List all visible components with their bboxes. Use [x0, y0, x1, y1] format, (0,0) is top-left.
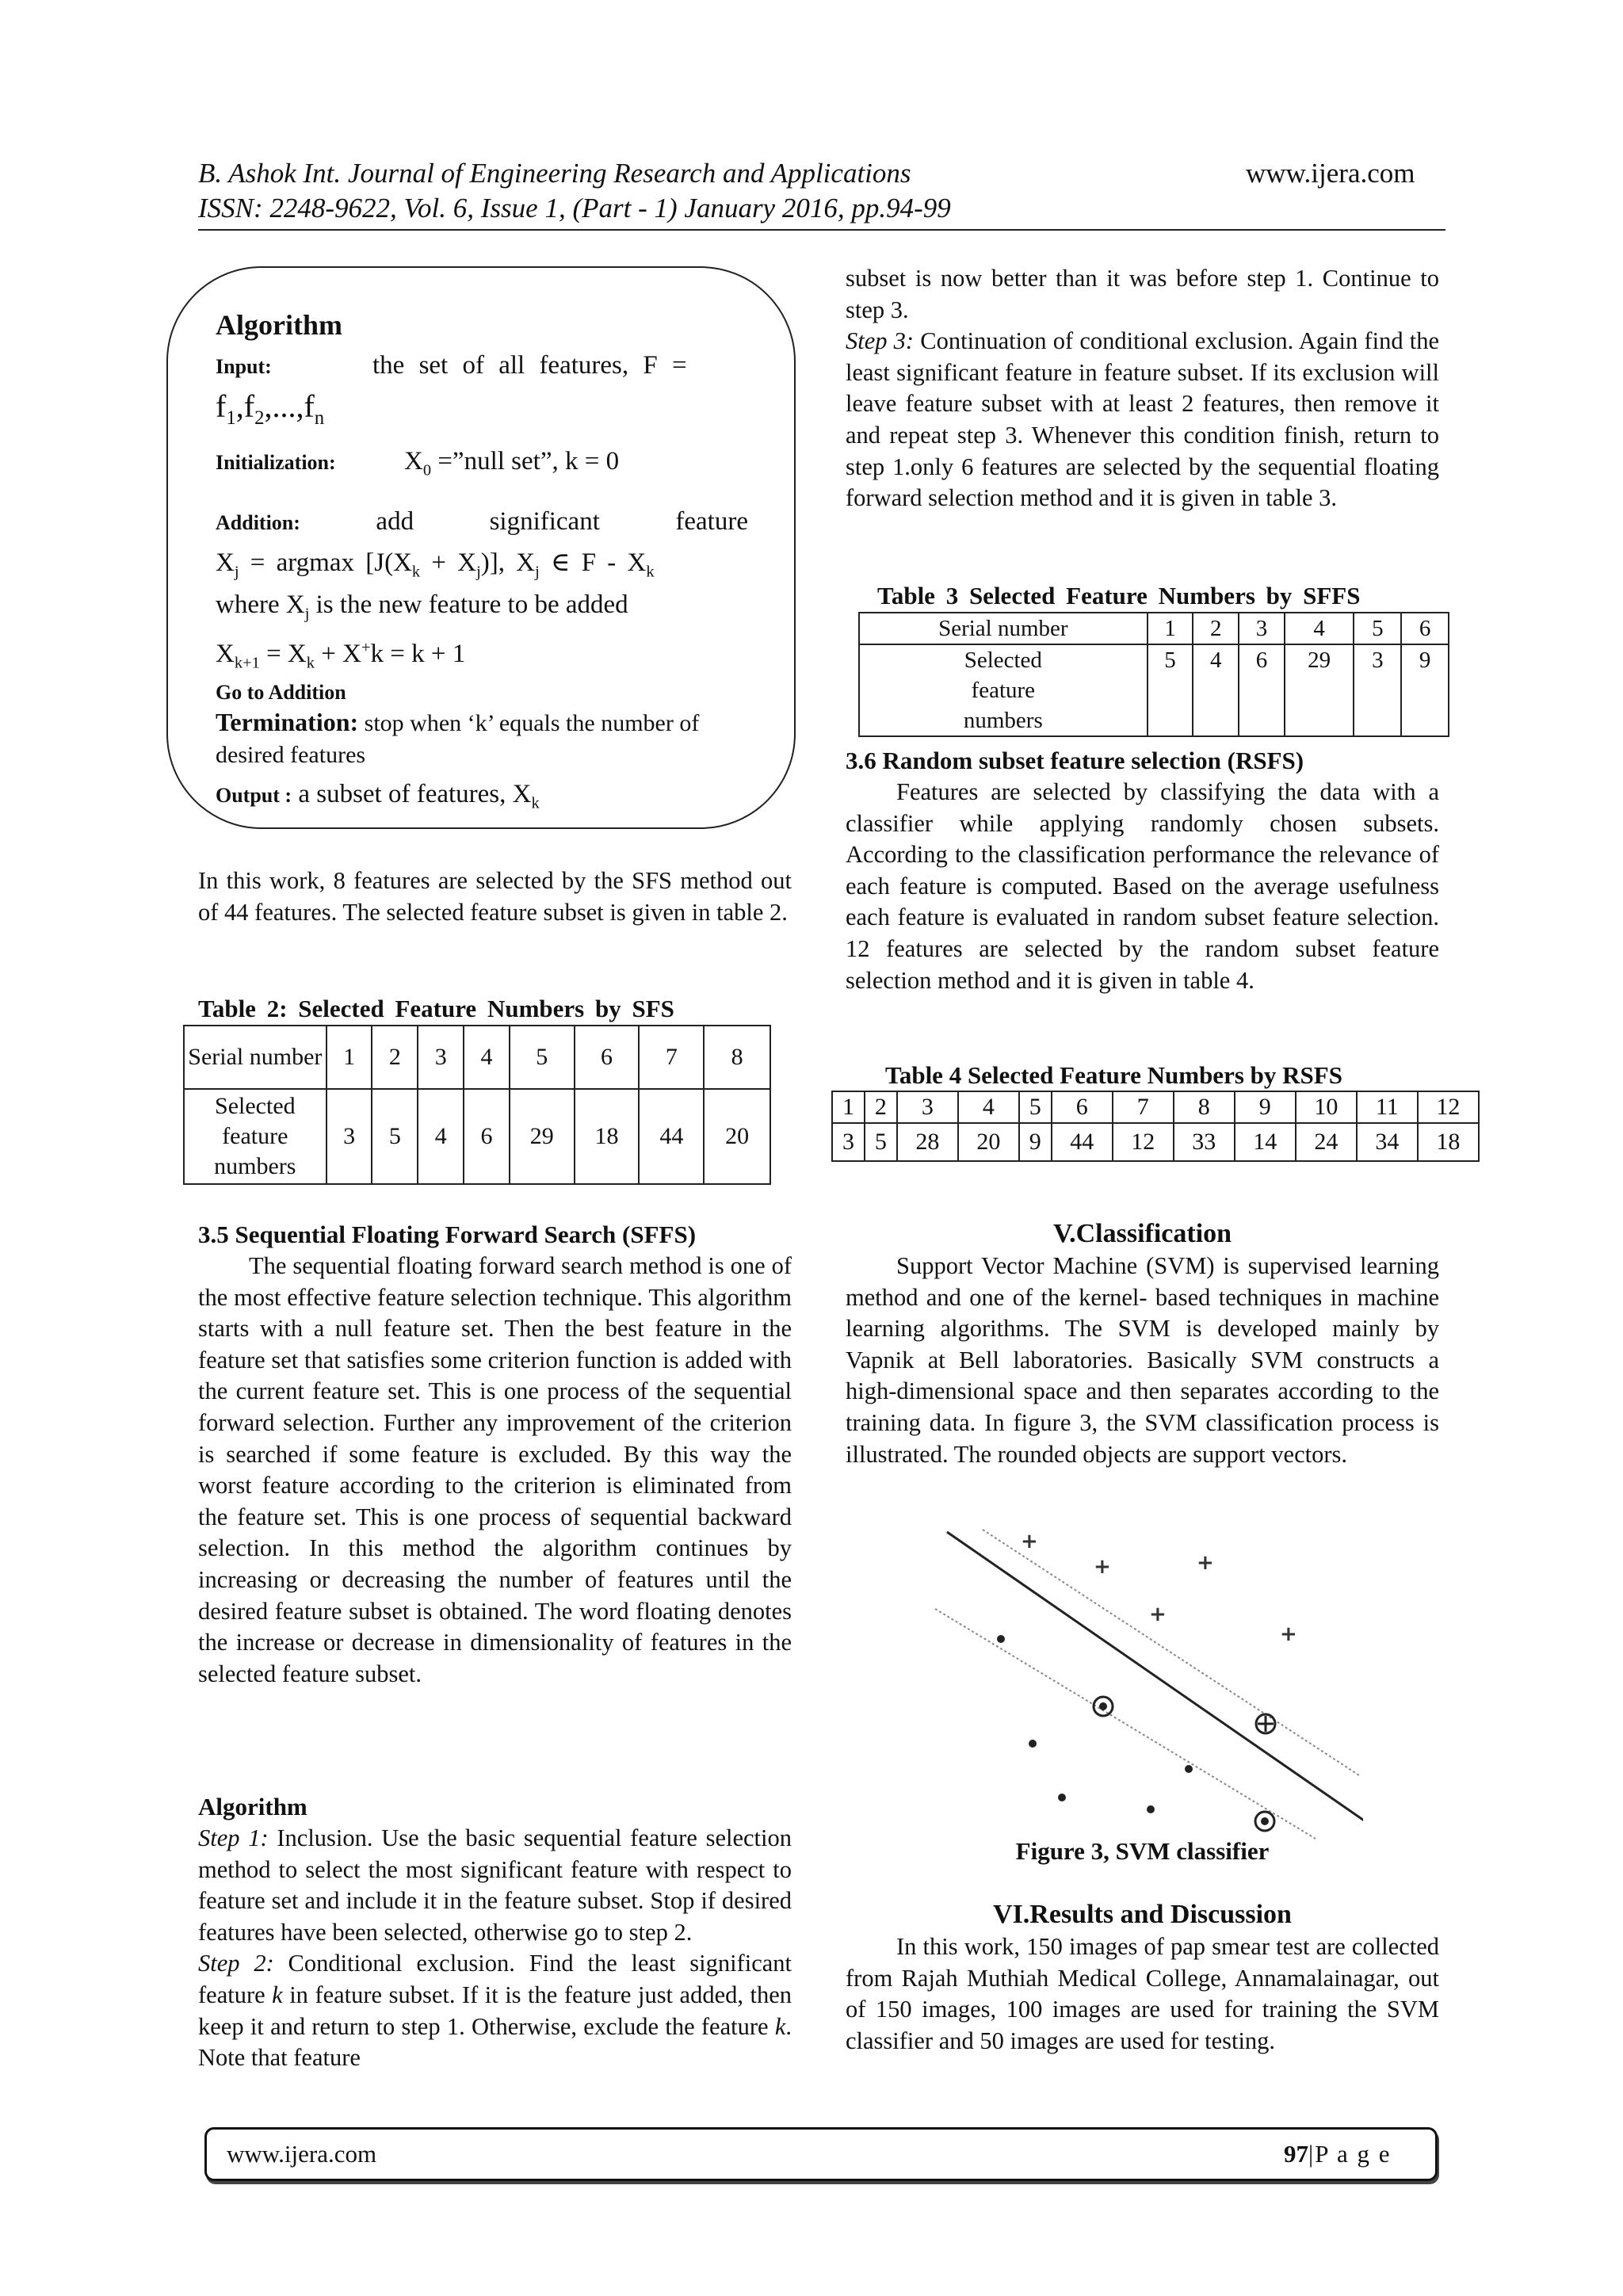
table-cell: 9 [1019, 1123, 1052, 1161]
algorithm-box-content [216, 301, 748, 820]
termination-text: stop when ‘k’ equals the number of desired features [216, 710, 700, 769]
table-cell: 4 [1285, 613, 1354, 644]
step2-text-a: Conditional exclusion. Find the least significant feature [198, 1950, 792, 2008]
algo-steps [198, 1823, 792, 2074]
input-line [216, 349, 748, 384]
update-line: $X_{k+1} = X_k + X^+k = k + 1$ [216, 638, 466, 672]
input-text: the set of all features, F = [372, 351, 687, 380]
output-label: Output : [216, 784, 292, 808]
page-number: 97 [1284, 2140, 1308, 2168]
support-vector [1255, 1812, 1274, 1831]
step3-text: Continuation of conditional exclusion. Again find the least significant feature in feature subset. If its exclusion will leave feature subset with at least 2 features, then remove it and repeat step 3. Whenever this condition finish, return to step 1.only 6 features are selected by the sequential floating forward selection method and it is given in table 3. [846, 327, 1440, 512]
table-cell: 18 [575, 1089, 640, 1184]
table-cell: 10 [1296, 1091, 1357, 1123]
step2-label: Step 2: [198, 1950, 274, 1977]
sec35-body: The sequential floating forward search method is one of the most effective feature selection technique. This algorithm starts with a null feature set. Then the best feature in the feature set that satisfies some criterion function is added with the current feature set. This is one process of the sequential forward selection. Further any improvement of the criterion is searched if some feature is excluded. By this way the worst feature according to the criterion is eliminated from the feature set. This is one process of sequential backward selection. In this method the algorithm continues by increasing or decreasing the number of features until the desired feature subset is obtained. The word floating denotes the increase or decrease in dimensionality of features in the selected feature subset. [198, 1252, 792, 1687]
table-cell: 7 [1113, 1091, 1174, 1123]
table-cell: 2 [372, 1026, 418, 1089]
init-text: =”null set”, k = 0 [437, 447, 620, 476]
table-cell: 24 [1296, 1123, 1357, 1161]
step2-k2: k [774, 2012, 786, 2040]
table-cell: 4 [1193, 644, 1239, 736]
table-cell: 4 [464, 1026, 510, 1089]
table-row [832, 1123, 1479, 1161]
table4-caption: Table 4 Selected Feature Numbers by RSFS [885, 1061, 1342, 1089]
margin-line-upper [983, 1530, 1359, 1775]
table-cell: 2 [865, 1091, 897, 1123]
table-cell: 3 [1239, 613, 1285, 644]
dot-point [1058, 1794, 1066, 1801]
init-label: Initialization: [216, 451, 336, 474]
table-cell: 44 [639, 1089, 704, 1184]
table-cell: 12 [1113, 1123, 1174, 1161]
table4 [831, 1091, 1480, 1162]
table-cell: 3 [897, 1091, 958, 1123]
table-cell: 7 [639, 1026, 704, 1089]
table-cell: 20 [704, 1089, 770, 1184]
table-cell: 28 [897, 1123, 958, 1161]
table-cell: 4 [958, 1091, 1019, 1123]
table-cell: 2 [1193, 613, 1239, 644]
table-cell: 3 [327, 1089, 372, 1184]
table-cell: 5 [865, 1123, 897, 1161]
argmax-line: $X_j = argmax$ $[J(X_k + X_j)]$, $X_j$ ∈ F - $X_k$ [216, 548, 655, 581]
plus-point: + [1021, 1530, 1038, 1553]
table-cell: Selected feature numbers [859, 644, 1148, 736]
table-cell: 3 [418, 1026, 464, 1089]
table-cell: 12 [1418, 1091, 1479, 1123]
table-cell: 3 [832, 1123, 865, 1161]
table-cell: 1 [327, 1026, 372, 1089]
step1 [198, 1823, 792, 1948]
addition-line: Addition: add significant feature [216, 505, 748, 540]
support-vector [1256, 1714, 1275, 1733]
plus-point: + [1094, 1555, 1111, 1579]
sec5-title: V.Classification [1052, 1219, 1232, 1248]
table2 [183, 1025, 771, 1185]
table3-caption: Table 3 Selected Feature Numbers by SFFS [877, 582, 1361, 609]
step2-text-b: in feature subset. If it is the feature just added, then keep it and return to step 1. Otherwise, exclude the feature [198, 1981, 792, 2040]
table-cell: 5 [1354, 613, 1401, 644]
output-line: Output : a subset of features, $X_k$ [216, 780, 540, 812]
init-var: $X_0$ [404, 447, 432, 479]
footer-bar [204, 2127, 1438, 2181]
table-cell: 9 [1401, 644, 1449, 736]
plus-point: + [1280, 1622, 1297, 1646]
table-cell: 14 [1235, 1123, 1296, 1161]
table-cell: 6 [1052, 1091, 1113, 1123]
table-cell: 1 [832, 1091, 865, 1123]
table-cell: 5 [372, 1089, 418, 1184]
page-label: |P a g e [1308, 2140, 1392, 2168]
step3-label: Step 3: [846, 327, 915, 355]
table-cell: 29 [510, 1089, 575, 1184]
dot-point [997, 1635, 1005, 1643]
plus-point: + [1197, 1551, 1214, 1575]
table-cell: 6 [1239, 644, 1285, 736]
issn-line: ISSN: 2248-9622, Vol. 6, Issue 1, (Part - 1) January 2016, pp.94-99 [198, 193, 951, 223]
table-cell: 33 [1174, 1123, 1235, 1161]
step2 [198, 1948, 792, 2073]
header-rule [198, 229, 1445, 231]
footer-url[interactable]: www.ijera.com [227, 2140, 377, 2168]
input-label: Input: [216, 355, 272, 378]
step2-k: k [272, 1981, 283, 2008]
table-row [859, 613, 1449, 644]
table-cell: 20 [958, 1123, 1019, 1161]
table-row [184, 1089, 770, 1184]
step1-text: Inclusion. Use the basic sequential feature selection method to select the most significant feature with respect to feature set and include it in the feature subset. Stop if desired features have been selected, otherwise go to step 2. [198, 1824, 792, 1946]
table-cell: 8 [704, 1026, 770, 1089]
figure3-caption: Figure 3, SVM classifier [1015, 1837, 1270, 1865]
algorithm-box-title: Algorithm [216, 309, 342, 341]
journal-title: B. Ashok Int. Journal of Engineering Research and Applications [198, 158, 911, 189]
table-row [832, 1091, 1479, 1123]
table-cell: 34 [1357, 1123, 1418, 1161]
table-cell: Selected feature numbers [184, 1089, 327, 1184]
table-cell: 5 [510, 1026, 575, 1089]
output-text: a subset of features, X [298, 780, 532, 809]
table-cell: 8 [1174, 1091, 1235, 1123]
table-cell: 3 [1354, 644, 1401, 736]
table-cell: 1 [1148, 613, 1193, 644]
header-url[interactable]: www.ijera.com [1246, 158, 1415, 189]
termination-line [216, 706, 748, 771]
table-row [859, 644, 1449, 736]
table-cell: 5 [1148, 644, 1193, 736]
table-cell: 4 [418, 1089, 464, 1184]
dot-point [1029, 1740, 1037, 1748]
sec6-title: VI.Results and Discussion [993, 1900, 1292, 1929]
step2-text-c: . Note that feature [198, 2012, 792, 2072]
dot-point [1185, 1765, 1193, 1773]
footer-page [1284, 2138, 1392, 2170]
table-cell: Serial number [184, 1026, 327, 1089]
step1-label: Step 1: [198, 1824, 269, 1851]
sec36-title: 3.6 Random subset feature selection (RSFS) [846, 747, 1304, 774]
init-line [216, 445, 748, 487]
table-cell: 6 [575, 1026, 640, 1089]
table-cell: 5 [1019, 1091, 1052, 1123]
where-line: where $X_j$ is the new feature to be added [216, 590, 628, 623]
support-vector [1094, 1697, 1113, 1716]
sec6-body: In this work, 150 images of pap smear test are collected from Rajah Muthiah Medical College, Annamalainagar, out of 150 images, 100 images are used for training the SVM classifier and 50 images are used for testing. [846, 1933, 1439, 2054]
intro-paragraph: In this work, 8 features are selected by the SFS method out of 44 features. The selected feature subset is given in table 2. [198, 867, 792, 926]
table-cell: 18 [1418, 1123, 1479, 1161]
sec35-title: 3.5 Sequential Floating Forward Search (SFFS) [198, 1221, 697, 1248]
right-continuation [846, 263, 1439, 514]
table-cell: 6 [464, 1089, 510, 1184]
sec5-body: Support Vector Machine (SVM) is supervised learning method and one of the kernel- based techniques in machine learning algorithms. The SVM is developed mainly by Vapnik at Bell laboratories. Basically SVM constructs a high-dimensional space and then separates according to the training data. In figure 3, the SVM classification process is illustrated. The rounded objects are support vectors. [846, 1252, 1439, 1468]
cont-text: subset is now better than it was before step 1. Continue to step 3. [846, 265, 1439, 323]
table-cell: 6 [1401, 613, 1449, 644]
table-cell: 29 [1285, 644, 1354, 736]
input-set: $f_1,f_2,...,f_n$ [216, 388, 325, 429]
dot-point [1147, 1805, 1155, 1813]
table2-caption: Table 2: Selected Feature Numbers by SFS [198, 995, 674, 1022]
plus-point: + [1149, 1603, 1167, 1626]
sec36-body: Features are selected by classifying the data with a classifier while applying randomly chosen subsets. According to the classification performance the relevance of each feature is computed. Based on the average usefulness each feature is evaluated in random subset feature selection. 12 features are selected by the random subset feature selection method and it is given in table 4. [846, 778, 1439, 994]
table-row [184, 1026, 770, 1089]
table-cell: 44 [1052, 1123, 1113, 1161]
go-to-addition: Go to Addition [216, 681, 346, 705]
addition-label: Addition: [216, 510, 300, 534]
table-cell: Serial number [859, 613, 1148, 644]
termination-label: Termination: [216, 708, 359, 737]
hyperplane-line [947, 1532, 1363, 1831]
table-cell: 9 [1235, 1091, 1296, 1123]
step3 [846, 326, 1439, 514]
table3 [858, 612, 1449, 737]
algo-title: Algorithm [198, 1793, 307, 1820]
svm-figure [919, 1514, 1363, 1847]
table-cell: 11 [1357, 1091, 1418, 1123]
